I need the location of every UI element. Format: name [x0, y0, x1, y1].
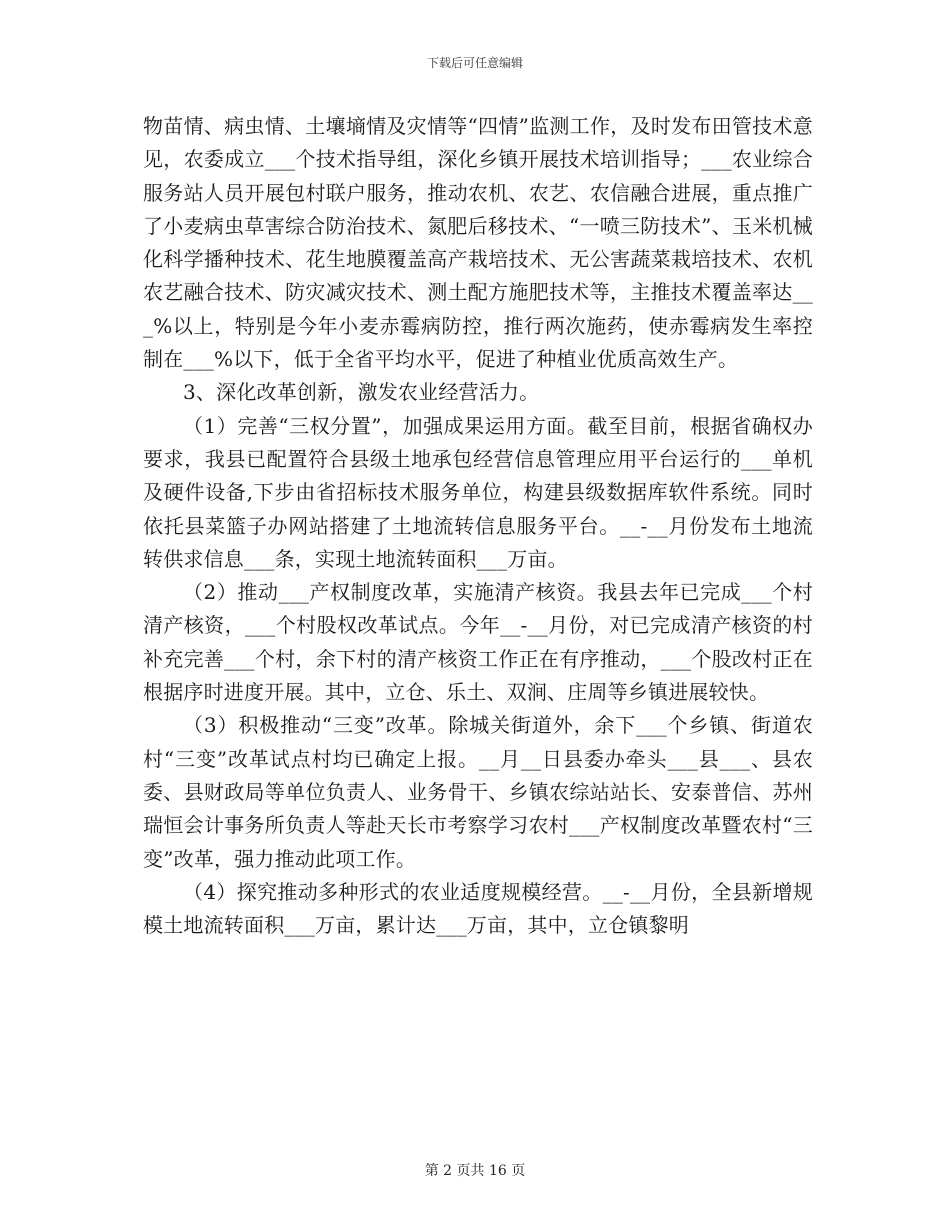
paragraph: （2）推动___产权制度改革，实施清产核资。我县去年已完成___个村清产核资，___个村股权改革试点。今年__-__月份，对已完成清产核资的村补充完善___个村，余下村的清产核资工作正在有序推动，___个股改村正在根据序时进度开展。其中，立仓、乐土、双涧、庄周等乡镇进展较快。 [143, 580, 813, 705]
paragraph: （3）积极推动“三变”改革。除城关街道外，余下___个乡镇、街道农村“三变”改革试点村均已确定上报。__月__日县委办牵头___县___、县农委、县财政局等单位负责人、业务骨干、乡镇农综站站长、安泰普信、苏州瑞恒会计事务所负责人等赴天长市考察学习农村___产权制度改革暨农村“三变”改革，强力推动此项工作。 [143, 713, 813, 871]
page-footer: 第 2 页共 16 页 [424, 1163, 526, 1179]
paragraph: 物苗情、病虫情、土壤墒情及灾情等“四情”监测工作，及时发布田管技术意见，农委成立___个技术指导组，深化乡镇开展技术培训指导；___农业综合服务站人员开展包村联户服务，推动农机、农艺、农信融合进展，重点推广了小麦病虫草害综合防治技术、氮肥后移技术、“一喷三防技术”、玉米机械化科学播种技术、花生地膜覆盖高产栽培技术、无公害蔬菜栽培技术、农机农艺融合技术、防灾减灾技术、测土配方施肥技术等，主推技术覆盖率达___%以上，特别是今年小麦赤霉病防控，推行两次施药，使赤霉病发生率控制在___%以下，低于全省平均水平，促进了种植业优质高效生产。 [143, 114, 813, 372]
page-header: 下载后可任意编辑 [426, 56, 523, 70]
paragraph: （4）探究推动多种形式的农业适度规模经营。__-__月份，全县新增规模土地流转面积___万亩，累计达___万亩，其中，立仓镇黎明 [143, 879, 813, 938]
document-body [143, 110, 813, 942]
paragraph: （1）完善“三权分置”，加强成果运用方面。截至目前，根据省确权办要求，我县已配置符合县级土地承包经营信息管理应用平台运行的___单机及硬件设备,下步由省招标技术服务单位，构建县级数据库软件系统。同时依托县菜篮子办网站搭建了土地流转信息服务平台。__-__月份发布土地流转供求信息___条，实现土地流转面积___万亩。 [143, 413, 813, 571]
section-heading: 3、深化改革创新，激发农业经营活力。 [183, 380, 540, 405]
